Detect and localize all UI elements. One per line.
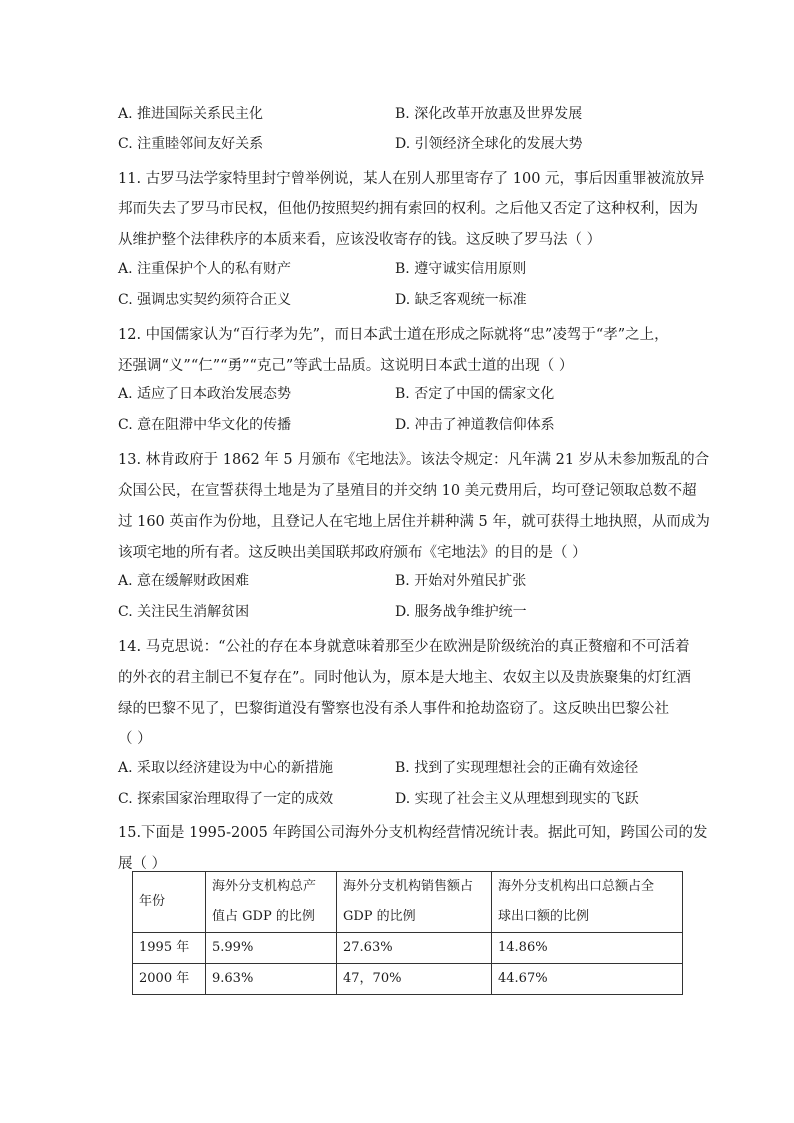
q12-option-d[interactable]: D. 冲击了神道教信仰体系 xyxy=(395,417,555,433)
table-header-cell: 年份 xyxy=(133,872,206,933)
q15-line: 展（ ） xyxy=(118,856,167,872)
q12-option-b[interactable]: B. 否定了中国的儒家文化 xyxy=(395,386,555,402)
q12-option-a[interactable]: A. 适应了日本政治发展态势 xyxy=(118,386,292,402)
q14-line: 绿的巴黎不见了，巴黎街道没有警察也没有杀人事件和抢劫盗窃了。这反映出巴黎公社 xyxy=(118,701,669,717)
table-row xyxy=(133,933,683,964)
q13-line: 过 160 英亩作为份地，且登记人在宅地上居住并耕种满 5 年，就可获得土地执照，从而成为 xyxy=(118,514,710,530)
table-cell: 14.86% xyxy=(492,933,683,964)
q13-option-a[interactable]: A. 意在缓解财政困难 xyxy=(118,573,250,589)
q11-line: 邦而失去了罗马市民权，但他仍按照契约拥有索回的权利。之后他又否定了这种权利，因为 xyxy=(118,201,698,217)
q10-option-b[interactable]: B. 深化改革开放惠及世界发展 xyxy=(395,106,583,122)
table-row xyxy=(133,964,683,995)
q10-option-d[interactable]: D. 引领经济全球化的发展大势 xyxy=(395,136,583,152)
q13-line: 该项宅地的所有者。这反映出美国联邦政府颁布《宅地法》的目的是（ ） xyxy=(118,545,587,561)
q11-option-a[interactable]: A. 注重保护个人的私有财产 xyxy=(118,261,292,277)
table-header-cell xyxy=(206,872,337,933)
header-text-line: GDP 的比例 xyxy=(343,909,416,924)
q11-line: 11. 古罗马法学家特里封宁曾举例说，某人在别人那里寄存了 100 元，事后因重罪被流放异 xyxy=(118,171,705,187)
q13-option-d[interactable]: D. 服务战争维护统一 xyxy=(395,604,527,620)
table-cell: 44.67% xyxy=(492,964,683,995)
q13-line: 众国公民，在宣誓获得土地是为了垦殖目的并交纳 10 美元费用后，均可登记领取总数不超 xyxy=(118,483,697,499)
q10-option-c[interactable]: C. 注重睦邻间友好关系 xyxy=(118,136,264,152)
q11-option-b[interactable]: B. 遵守诚实信用原则 xyxy=(395,261,527,277)
q13-option-c[interactable]: C. 关注民生消解贫困 xyxy=(118,604,250,620)
q14-option-c[interactable]: C. 探索国家治理取得了一定的成效 xyxy=(118,791,334,807)
header-text-line: 海外分支机构总产 xyxy=(212,879,317,894)
q13-option-b[interactable]: B. 开始对外殖民扩张 xyxy=(395,573,527,589)
q15-statistics-table xyxy=(132,871,683,995)
q14-line: 的外衣的君主制已不复存在”。同时他认为，原本是大地主、农奴主以及贵族聚集的灯红酒 xyxy=(118,670,691,686)
q12-line: 12. 中国儒家认为“百行孝为先”，而日本武士道在形成之际就将“忠”凌驾于“孝”之上， xyxy=(118,327,669,343)
q14-line: 14. 马克思说：“公社的存在本身就意味着那至少在欧洲是阶级统治的真正赘瘤和不可活着 xyxy=(118,639,690,655)
q14-option-a[interactable]: A. 采取以经济建设为中心的新措施 xyxy=(118,760,334,776)
header-text-line: 海外分支机构出口总额占全 xyxy=(498,879,655,894)
q13-line: 13. 林肯政府于 1862 年 5 月颁布《宅地法》。该法令规定：凡年满 21 岁从未参加叛乱的合 xyxy=(118,452,710,468)
header-text-line: 值占 GDP 的比例 xyxy=(212,909,315,924)
q14-option-b[interactable]: B. 找到了实现理想社会的正确有效途径 xyxy=(395,760,639,776)
table-cell: 9.63% xyxy=(206,964,337,995)
q10-option-a[interactable]: A. 推进国际关系民主化 xyxy=(118,106,264,122)
q12-line: 还强调“义”“仁”“勇”“克己”等武士品质。这说明日本武士道的出现（ ） xyxy=(118,358,574,374)
header-text-line: 海外分支机构销售额占 xyxy=(343,879,474,894)
table-cell: 2000 年 xyxy=(133,964,206,995)
q11-option-d[interactable]: D. 缺乏客观统一标准 xyxy=(395,292,527,308)
table-cell: 5.99% xyxy=(206,933,337,964)
table-header-cell xyxy=(492,872,683,933)
q15-line: 15.下面是 1995-2005 年跨国公司海外分支机构经营情况统计表。据此可知，跨国公司的发 xyxy=(118,825,708,841)
q11-line: 从维护整个法律秩序的本质来看，应该没收寄存的钱。这反映了罗马法（ ） xyxy=(118,232,602,248)
table-cell: 47，70% xyxy=(337,964,492,995)
table-cell: 27.63% xyxy=(337,933,492,964)
q14-option-d[interactable]: D. 实现了社会主义从理想到现实的飞跃 xyxy=(395,791,639,807)
q12-option-c[interactable]: C. 意在阻滞中华文化的传播 xyxy=(118,417,292,433)
header-text-line: 球出口额的比例 xyxy=(498,909,590,924)
q14-line: （ ） xyxy=(118,731,152,747)
table-header-row xyxy=(133,872,683,933)
table-cell: 1995 年 xyxy=(133,933,206,964)
table-header-cell xyxy=(337,872,492,933)
q11-option-c[interactable]: C. 强调忠实契约须符合正义 xyxy=(118,292,292,308)
